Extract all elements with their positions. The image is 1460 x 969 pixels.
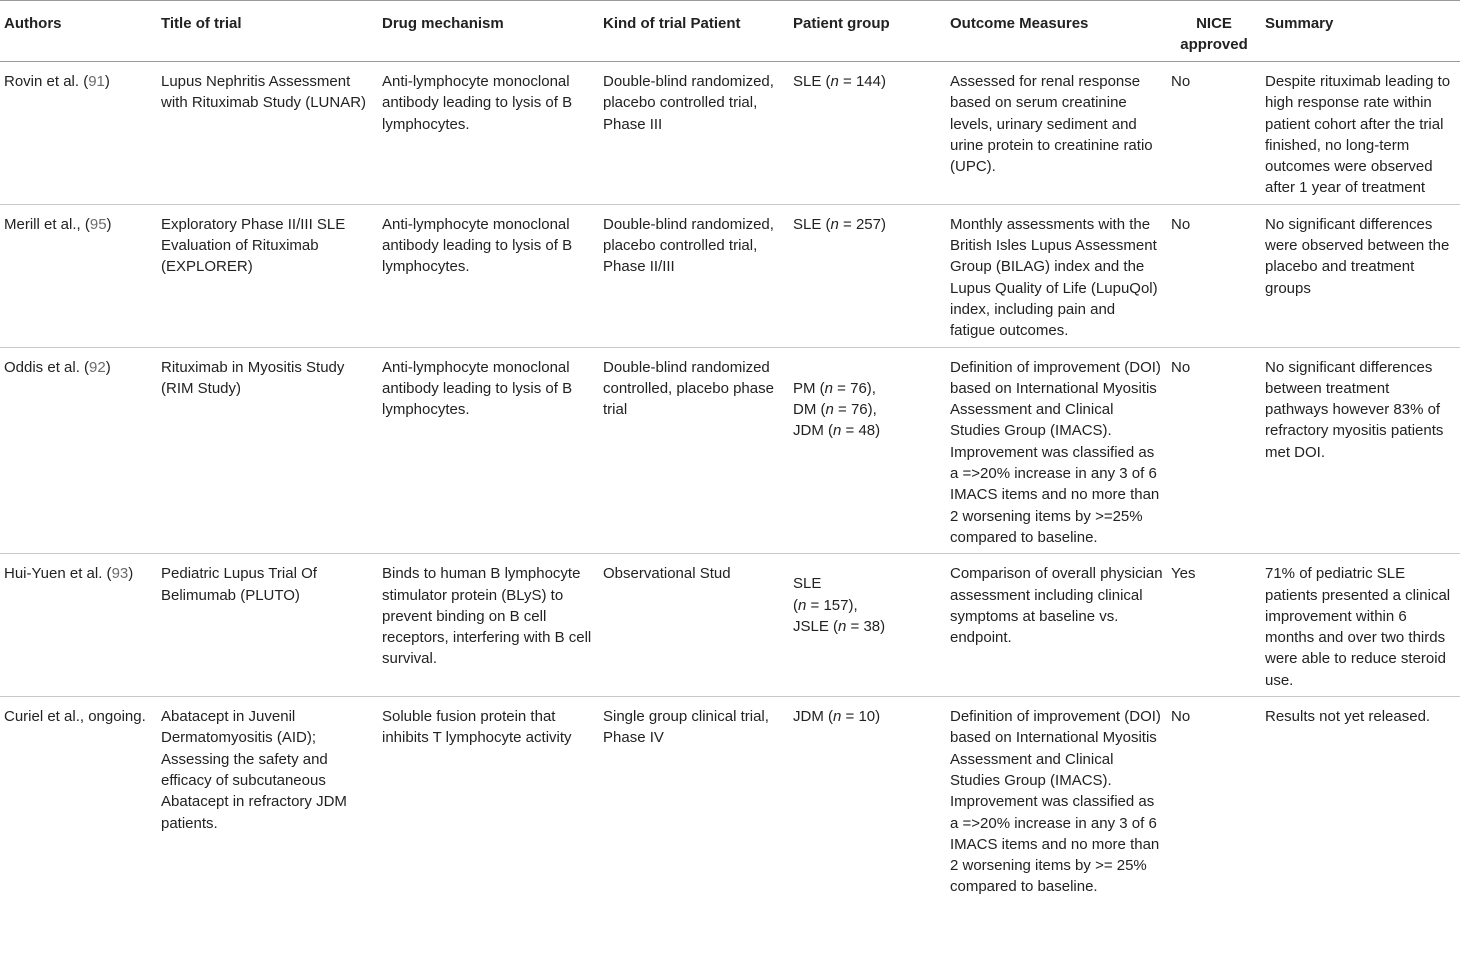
header-authors: Authors	[0, 1, 157, 62]
patient-group-entry: JDM (n = 48)	[793, 422, 881, 440]
header-row	[0, 1, 1460, 62]
table-row	[0, 697, 1460, 903]
header-kind: Kind of trial Patient	[599, 1, 789, 62]
table-header	[0, 1, 1460, 62]
cell-outcome: Definition of improvement (DOI) based on International Myositis Assessment and Clinical Studies Group (IMACS). Improvement was classified as a =>20% increase in any 3 of 6 IMACS items and no more than 2 worsening items by >=25% compared to baseline.	[946, 347, 1167, 554]
cell-outcome: Assessed for renal response based on serum creatinine levels, urinary sediment and urine protein to creatinine ratio (UPC).	[946, 62, 1167, 205]
header-summary: Summary	[1261, 1, 1460, 62]
patient-group-entry: SLE (n = 144)	[793, 73, 886, 90]
patient-group-entry: SLE	[793, 575, 822, 593]
patient-group-entry: DM (n = 76),	[793, 400, 877, 418]
cell-summary: No significant differences between treatment pathways however 83% of refractory myositis patients met DOI.	[1261, 347, 1460, 554]
cell-title: Pediatric Lupus Trial Of Belimumab (PLUTO)	[157, 554, 378, 697]
cell-nice: No	[1167, 204, 1261, 347]
reference-link[interactable]: 95	[89, 215, 107, 233]
patient-group-entry: PM (n = 76),	[793, 379, 876, 397]
cell-title: Rituximab in Myositis Study (RIM Study)	[157, 347, 378, 554]
cell-summary: 71% of pediatric SLE patients presented a clinical improvement within 6 months and over two thirds were able to reduce steroid use.	[1261, 554, 1460, 697]
table-row	[0, 62, 1460, 205]
cell-summary: No significant differences were observed between the placebo and treatment groups	[1261, 204, 1460, 347]
cell-patient-group	[789, 204, 946, 347]
cell-outcome: Comparison of overall physician assessment including clinical symptoms at baseline vs. endpoint.	[946, 554, 1167, 697]
table-row	[0, 204, 1460, 347]
reference-link[interactable]: 91	[88, 73, 105, 90]
reference-link[interactable]: 93	[111, 565, 129, 583]
cell-author: Oddis et al. (92)	[0, 347, 157, 554]
cell-nice: No	[1167, 347, 1261, 554]
header-mechanism: Drug mechanism	[378, 1, 599, 62]
patient-group-entry: JDM (n = 10)	[793, 708, 881, 726]
cell-author: Rovin et al. (91)	[0, 62, 157, 205]
cell-outcome: Definition of improvement (DOI) based on International Myositis Assessment and Clinical Studies Group (IMACS). Improvement was classified as a =>20% increase in any 3 of 6 IMACS items and no more than 2 worsening items by >= 25% compared to baseline.	[950, 708, 1161, 896]
reference-link[interactable]: 92	[89, 358, 106, 376]
header-patient-group: Patient group	[789, 1, 946, 62]
cell-summary: Despite rituximab leading to high response rate within patient cohort after the trial finished, no long-term outcomes were observed after 1 year of treatment	[1261, 62, 1460, 205]
cell-summary: Results not yet released.	[1265, 708, 1431, 726]
cell-patient-group	[789, 347, 946, 554]
cell-patient-group	[789, 697, 946, 903]
cell-mechanism: Binds to human B lymphocyte stimulator protein (BLyS) to prevent binding on B cell receptors, interfering with B cell survival.	[378, 554, 599, 697]
cell-mechanism: Anti-lymphocyte monoclonal antibody leading to lysis of B lymphocytes.	[378, 204, 599, 347]
cell-nice: Yes	[1167, 554, 1261, 697]
cell-outcome: Monthly assessments with the British Isles Lupus Assessment Group (BILAG) index and the Lupus Quality of Life (LupuQol) index, including pain and fatigue outcomes.	[946, 204, 1167, 347]
cell-mechanism: Anti-lymphocyte monoclonal antibody leading to lysis of B lymphocytes.	[378, 347, 599, 554]
table-row	[0, 554, 1460, 697]
table-body	[0, 62, 1460, 903]
cell-author: Curiel et al., ongoing.	[4, 708, 146, 726]
header-title: Title of trial	[157, 1, 378, 62]
cell-nice: No	[1167, 62, 1261, 205]
cell-title: Abatacept in Juvenil Dermatomyositis (AID); Assessing the safety and efficacy of subcutaneous Abatacept in refractory JDM patients.	[161, 708, 347, 832]
table-row	[0, 347, 1460, 554]
header-nice: NICE approved	[1167, 1, 1261, 62]
cell-title: Lupus Nephritis Assessment with Rituximab Study (LUNAR)	[157, 62, 378, 205]
cell-kind: Double-blind randomized, placebo controlled trial, Phase III	[599, 62, 789, 205]
cell-mechanism: Soluble fusion protein that inhibits T lymphocyte activity	[382, 708, 572, 747]
cell-title: Exploratory Phase II/III SLE Evaluation of Rituximab (EXPLORER)	[157, 204, 378, 347]
cell-author: Hui-Yuen et al. (93)	[0, 554, 157, 697]
cell-kind: Double-blind randomized controlled, placebo phase trial	[599, 347, 789, 554]
patient-group-entry: (n = 157),	[793, 596, 858, 614]
cell-patient-group	[789, 62, 946, 205]
cell-kind: Observational Stud	[599, 554, 789, 697]
cell-nice: No	[1171, 708, 1191, 726]
cell-patient-group	[789, 554, 946, 697]
cell-author: Merill et al., (95)	[0, 204, 157, 347]
cell-mechanism: Anti-lymphocyte monoclonal antibody leading to lysis of B lymphocytes.	[378, 62, 599, 205]
header-outcome: Outcome Measures	[946, 1, 1167, 62]
patient-group-entry: SLE (n = 257)	[793, 215, 886, 233]
patient-group-entry: JSLE (n = 38)	[793, 617, 886, 635]
cell-kind: Double-blind randomized, placebo controlled trial, Phase II/III	[599, 204, 789, 347]
cell-kind: Single group clinical trial, Phase IV	[603, 708, 769, 747]
